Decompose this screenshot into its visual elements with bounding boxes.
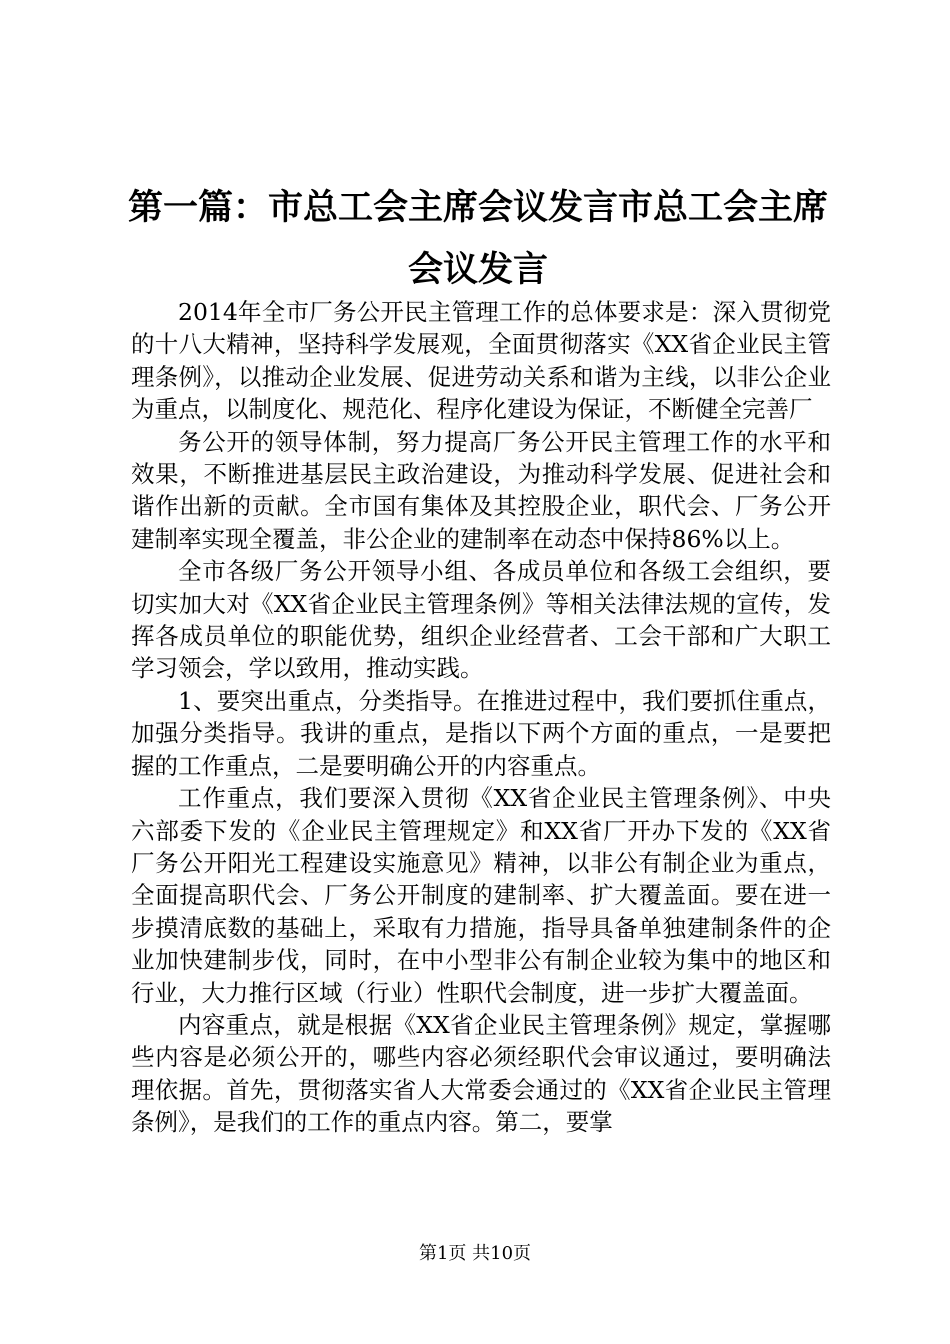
paragraph-6: 内容重点，就是根据《XX省企业民主管理条例》规定，掌握哪些内容是必须公开的，哪些内容必须经职代会审议通过，要明确法理依据。首先，贯彻落实省人大常委会通过的《XX省企业民主管理条例》，是我们的工作的重点内容。第二，要掌 <box>131 1010 831 1137</box>
paragraph-2: 务公开的领导体制，努力提高厂务公开民主管理工作的水平和效果，不断推进基层民主政治建设，为推动科学发展、促进社会和谐作出新的贡献。全市国有集体及其控股企业，职代会、厂务公开建制率实现全覆盖，非公企业的建制率在动态中保持86%以上。 <box>131 427 831 553</box>
page-footer: 第1页 共10页 <box>418 1243 532 1264</box>
document-body <box>131 296 831 1139</box>
paragraph-3: 全市各级厂务公开领导小组、各成员单位和各级工会组织，要切实加大对《XX省企业民主管理条例》等相关法律法规的宣传，发挥各成员单位的职能优势，组织企业经营者、工会干部和广大职工学习领会，学以致用，推动实践。 <box>131 557 831 683</box>
paragraph-4: 1、要突出重点，分类指导。在推进过程中，我们要抓住重点，加强分类指导。我讲的重点，是指以下两个方面的重点，一是要把握的工作重点，二是要明确公开的内容重点。 <box>131 686 831 780</box>
document-title: 第一篇：市总工会主席会议发言市总工会主席会议发言 <box>128 188 829 290</box>
paragraph-1: 2014年全市厂务公开民主管理工作的总体要求是：深入贯彻党的十八大精神，坚持科学发展观，全面贯彻落实《XX省企业民主管理条例》，以推动企业发展、促进劳动关系和谐为主线，以非公企业为重点，以制度化、规范化、程序化建设为保证，不断健全完善厂 <box>131 298 831 424</box>
paragraph-5: 工作重点，我们要深入贯彻《XX省企业民主管理条例》、中央六部委下发的《企业民主管理规定》和XX省厂开办下发的《XX省厂务公开阳光工程建设实施意见》精神，以非公有制企业为重点，全面提高职代会、厂务公开制度的建制率、扩大覆盖面。要在进一步摸清底数的基础上，采取有力措施，指导具备单独建制条件的企业加快建制步伐，同时，在中小型非公有制企业较为集中的地区和行业，大力推行区域（行业）性职代会制度，进一步扩大覆盖面。 <box>131 784 831 1007</box>
